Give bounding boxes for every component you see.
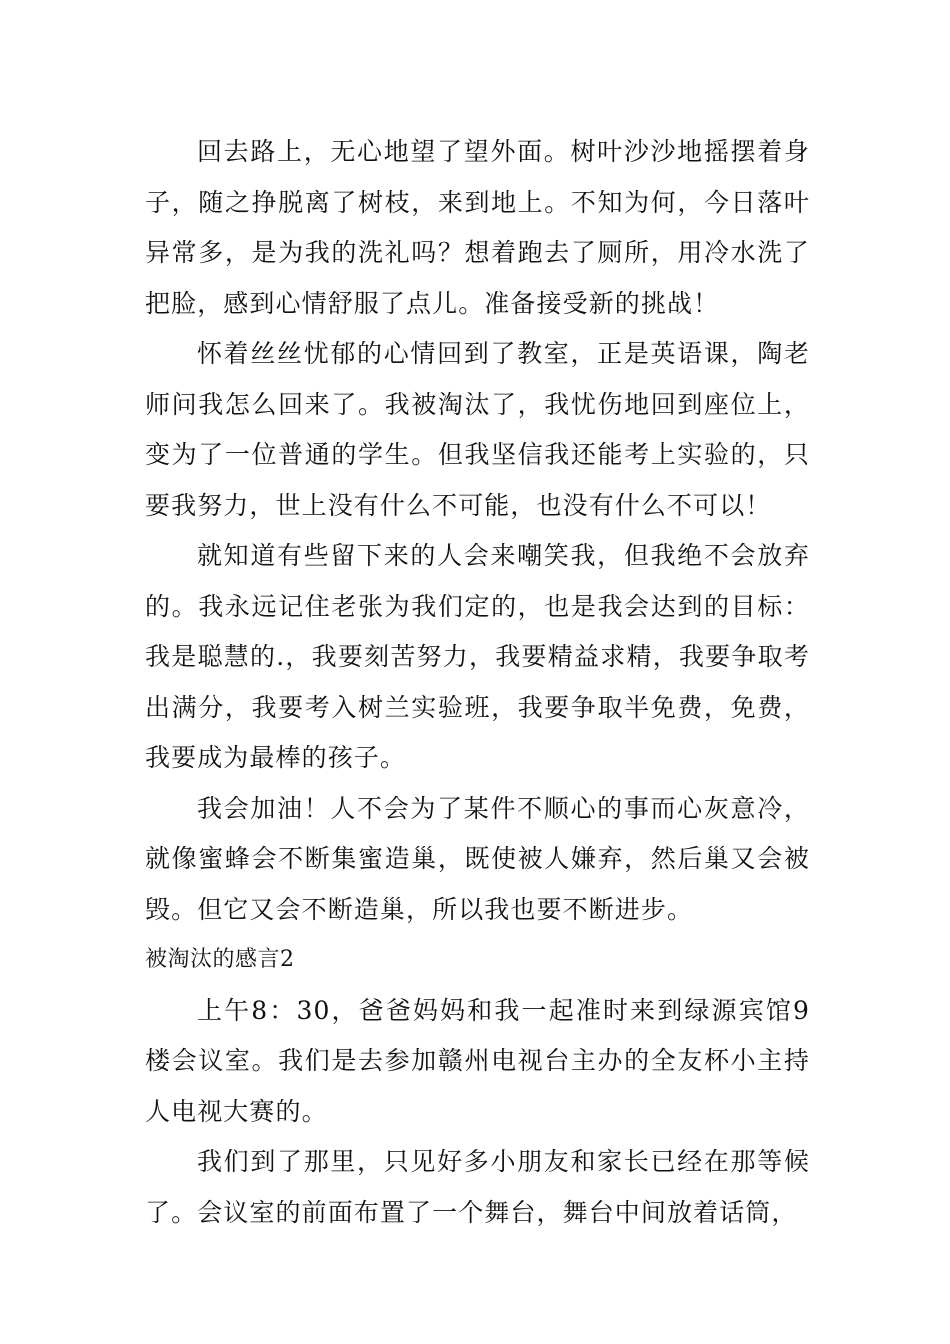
paragraph-venue: 我们到了那里，只见好多小朋友和家长已经在那等候了。会议室的前面布置了一个舞台，舞台中间放着话筒， [145, 1147, 810, 1227]
paragraph-arrival: 上午8：30，爸爸妈妈和我一起准时来到绿源宾馆9楼会议室。我们是去参加赣州电视台主办的全友杯小主持人电视大赛的。 [145, 995, 810, 1126]
paragraph-goals: 就知道有些留下来的人会来嘲笑我，但我绝不会放弃的。我永远记住老张为我们定的，也是我会达到的目标：我是聪慧的.，我要刻苦努力，我要精益求精，我要争取考出满分，我要考入树兰实验班，我要争取半免费，免费，我要成为最棒的孩子。 [145, 541, 810, 772]
document-body [145, 127, 810, 1238]
section-heading: 被淘汰的感言2 [145, 947, 295, 972]
paragraph-classroom: 怀着丝丝忧郁的心情回到了教室，正是英语课，陶老师问我怎么回来了。我被淘汰了，我忧伤地回到座位上，变为了一位普通的学生。但我坚信我还能考上实验的，只要我努力，世上没有什么不可能，也没有什么不可以！ [145, 339, 810, 520]
paragraph-encouragement: 我会加油！人不会为了某件不顺心的事而心灰意冷，就像蜜蜂会不断集蜜造巢，既使被人嫌弃，然后巢又会被毁。但它又会不断造巢，所以我也要不断进步。 [145, 793, 810, 924]
paragraph-roadside: 回去路上，无心地望了望外面。树叶沙沙地摇摆着身子，随之挣脱离了树枝，来到地上。不知为何，今日落叶异常多，是为我的洗礼吗？想着跑去了厕所，用冷水洗了把脸，感到心情舒服了点儿。准备接受新的挑战！ [145, 137, 810, 318]
